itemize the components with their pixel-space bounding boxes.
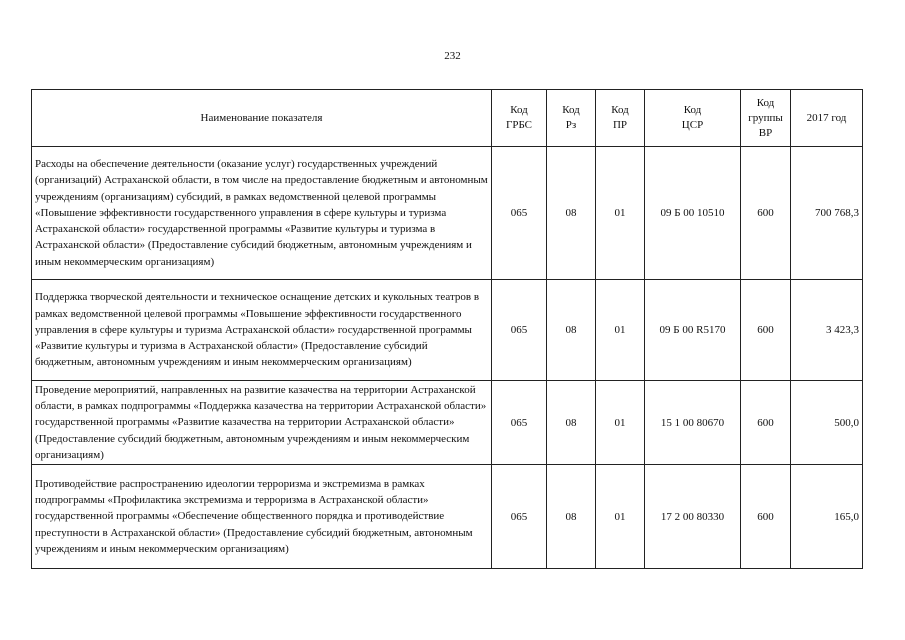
row-vr: 600 bbox=[741, 280, 791, 381]
row-csr: 09 Б 00 10510 bbox=[645, 147, 741, 280]
page-number: 232 bbox=[444, 50, 461, 62]
table-row bbox=[32, 280, 863, 381]
row-vr: 600 bbox=[741, 147, 791, 280]
row-name: Проведение мероприятий, направленных на развитие казачества на территории Астраханской области, в рамках подпрограммы «Поддержка казачества на территории Астраханской области» государственной программы «Развитие казачества на территории Астраханской области» (Предоставление субсидий бюджетным, автономным учреждениям и иным некоммерческим организациям) bbox=[32, 381, 492, 465]
header-grbs: Код ГРБС bbox=[492, 90, 547, 147]
budget-table bbox=[31, 89, 863, 569]
row-grbs: 065 bbox=[492, 465, 547, 569]
row-name: Противодействие распространению идеологии терроризма и экстремизма в рамках подпрограммы «Профилактика экстремизма и терроризма в Астраханской области» государственной программы «Обеспечение общественного порядка и противодействие преступности в Астраханской области» (Предоставление субсидий бюджетным, автономным учреждениям и иным некоммерческим организациям) bbox=[32, 465, 492, 569]
header-pr: Код ПР bbox=[596, 90, 645, 147]
row-grbs: 065 bbox=[492, 280, 547, 381]
header-rz: Код Рз bbox=[547, 90, 596, 147]
row-rz: 08 bbox=[547, 465, 596, 569]
table-row bbox=[32, 381, 863, 465]
header-year: 2017 год bbox=[791, 90, 863, 147]
row-rz: 08 bbox=[547, 280, 596, 381]
row-rz: 08 bbox=[547, 381, 596, 465]
row-amount: 700 768,3 bbox=[791, 147, 863, 280]
row-csr: 09 Б 00 R5170 bbox=[645, 280, 741, 381]
row-amount: 500,0 bbox=[791, 381, 863, 465]
row-grbs: 065 bbox=[492, 147, 547, 280]
header-vr: Код группы ВР bbox=[741, 90, 791, 147]
header-row bbox=[32, 90, 863, 147]
row-name: Поддержка творческой деятельности и техническое оснащение детских и кукольных театров в рамках ведомственной целевой программы «Повышение эффективности государственного управления в сфере культуры и туризма Астраханской области» государственной программы «Развитие культуры и туризма в Астраханской области» (Предоставление субсидий бюджетным, автономным учреждениям и иным некоммерческим организациям) bbox=[32, 280, 492, 381]
row-csr: 15 1 00 80670 bbox=[645, 381, 741, 465]
row-pr: 01 bbox=[596, 381, 645, 465]
row-vr: 600 bbox=[741, 381, 791, 465]
row-amount: 3 423,3 bbox=[791, 280, 863, 381]
header-csr: Код ЦСР bbox=[645, 90, 741, 147]
row-name: Расходы на обеспечение деятельности (оказание услуг) государственных учреждений (организаций) Астраханской области, в том числе на предоставление бюджетным и автономным учреждениям (организациям) субсидий, в рамках ведомственной целевой программы «Повышение эффективности государственного управления в сфере культуры и туризма Астраханской области» государственной программы «Развитие культуры и туризма в Астраханской области» (Предоставление субсидий бюджетным, автономным учреждениям и иным некоммерческим организациям) bbox=[32, 147, 492, 280]
row-rz: 08 bbox=[547, 147, 596, 280]
row-pr: 01 bbox=[596, 280, 645, 381]
row-vr: 600 bbox=[741, 465, 791, 569]
row-pr: 01 bbox=[596, 465, 645, 569]
row-csr: 17 2 00 80330 bbox=[645, 465, 741, 569]
row-pr: 01 bbox=[596, 147, 645, 280]
row-grbs: 065 bbox=[492, 381, 547, 465]
table-row bbox=[32, 465, 863, 569]
table-row bbox=[32, 147, 863, 280]
header-name: Наименование показателя bbox=[32, 90, 492, 147]
row-amount: 165,0 bbox=[791, 465, 863, 569]
